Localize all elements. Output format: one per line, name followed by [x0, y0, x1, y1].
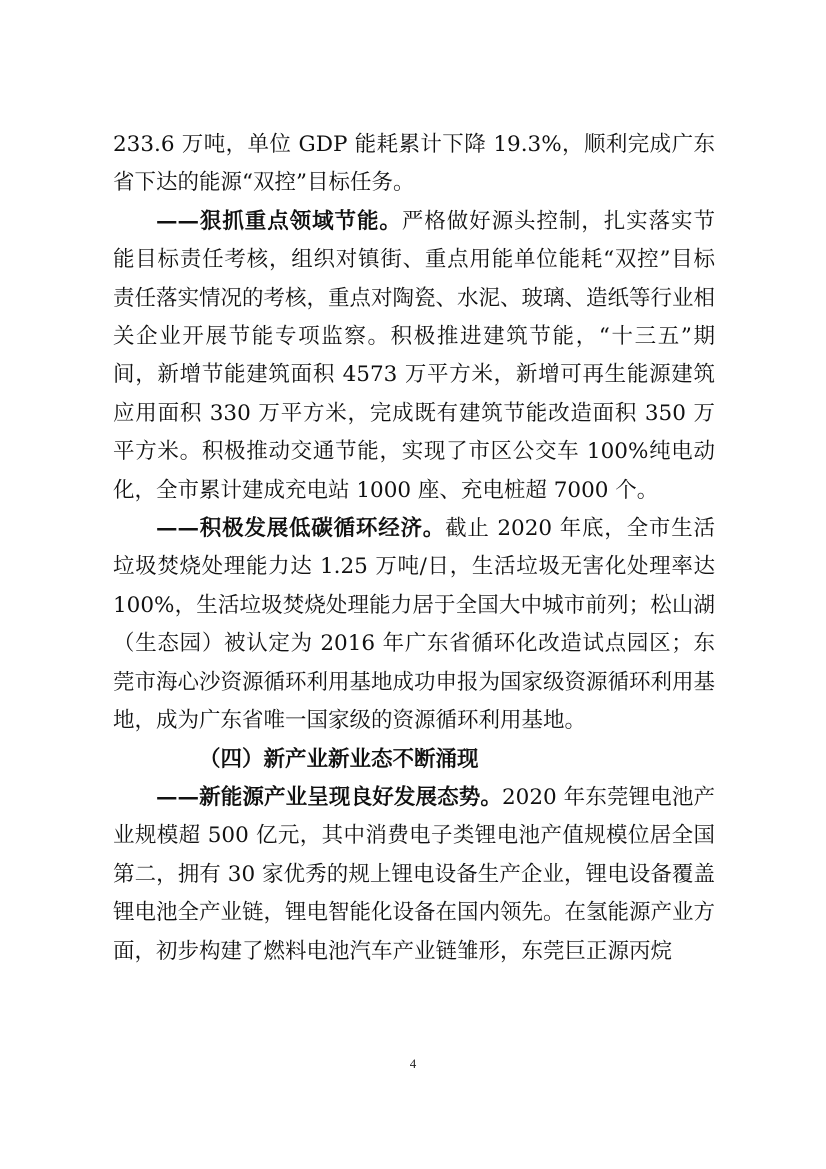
paragraph-text: 严格做好源头控制，扎实落实节能目标责任考核，组织对镇街、重点用能单位能耗“双控”目标责任落实情况的考核，重点对陶瓷、水泥、玻璃、造纸等行业相关企业开展节能专项监察。积极推进建筑节能，“十三五”期间，新增节能建筑面积 4573 万平方米，新增可再生能源建筑应用面积 330 万平方米，完成既有建筑节能改造面积 350 万平方米。积极推动交通节能，实现了市区公交车 100%纯电动化，全市累计建成充电站 1000 座、充电桩超 7000 个。	[113, 208, 716, 503]
body-text	[113, 126, 715, 971]
paragraph-text: 233.6 万吨，单位 GDP 能耗累计下降 19.3%，顺利完成广东省下达的能源“双控”目标任务。	[113, 132, 715, 196]
paragraph-circular-economy	[113, 510, 715, 740]
section-heading: （四）新产业新业态不断涌现	[199, 746, 479, 772]
paragraph-lead: ——狠抓重点领域节能。	[156, 208, 402, 234]
paragraph-text: 2020 年东莞锂电池产业规模超 500 亿元，其中消费电子类锂电池产值规模位居全国第二，拥有 30 家优秀的规上锂电设备生产企业，锂电设备覆盖锂电池全产业链，锂电智能化设备在国内领先。在氢能源产业方面，初步构建了燃料电池汽车产业链雏形，东莞巨正源丙烷	[113, 784, 716, 964]
paragraph-text: 截止 2020 年底，全市生活垃圾焚烧处理能力达 1.25 万吨/日，生活垃圾无害化处理率达 100%，生活垃圾焚烧处理能力居于全国大中城市前列；松山湖（生态园）被认定为 2016 年广东省循环化改造试点园区；东莞市海心沙资源循环利用基地成功申报为国家级资源循环利用基地，成为广东省唯一国家级的资源循环利用基地。	[113, 516, 716, 734]
paragraph-continuation	[113, 126, 715, 203]
page-number: 4	[409, 1056, 417, 1071]
paragraph-new-energy	[113, 779, 715, 971]
paragraph-lead: ——积极发展低碳循环经济。	[156, 516, 446, 542]
paragraph-lead: ——新能源产业呈现良好发展态势。	[156, 784, 502, 810]
paragraph-energy-saving	[113, 203, 715, 510]
